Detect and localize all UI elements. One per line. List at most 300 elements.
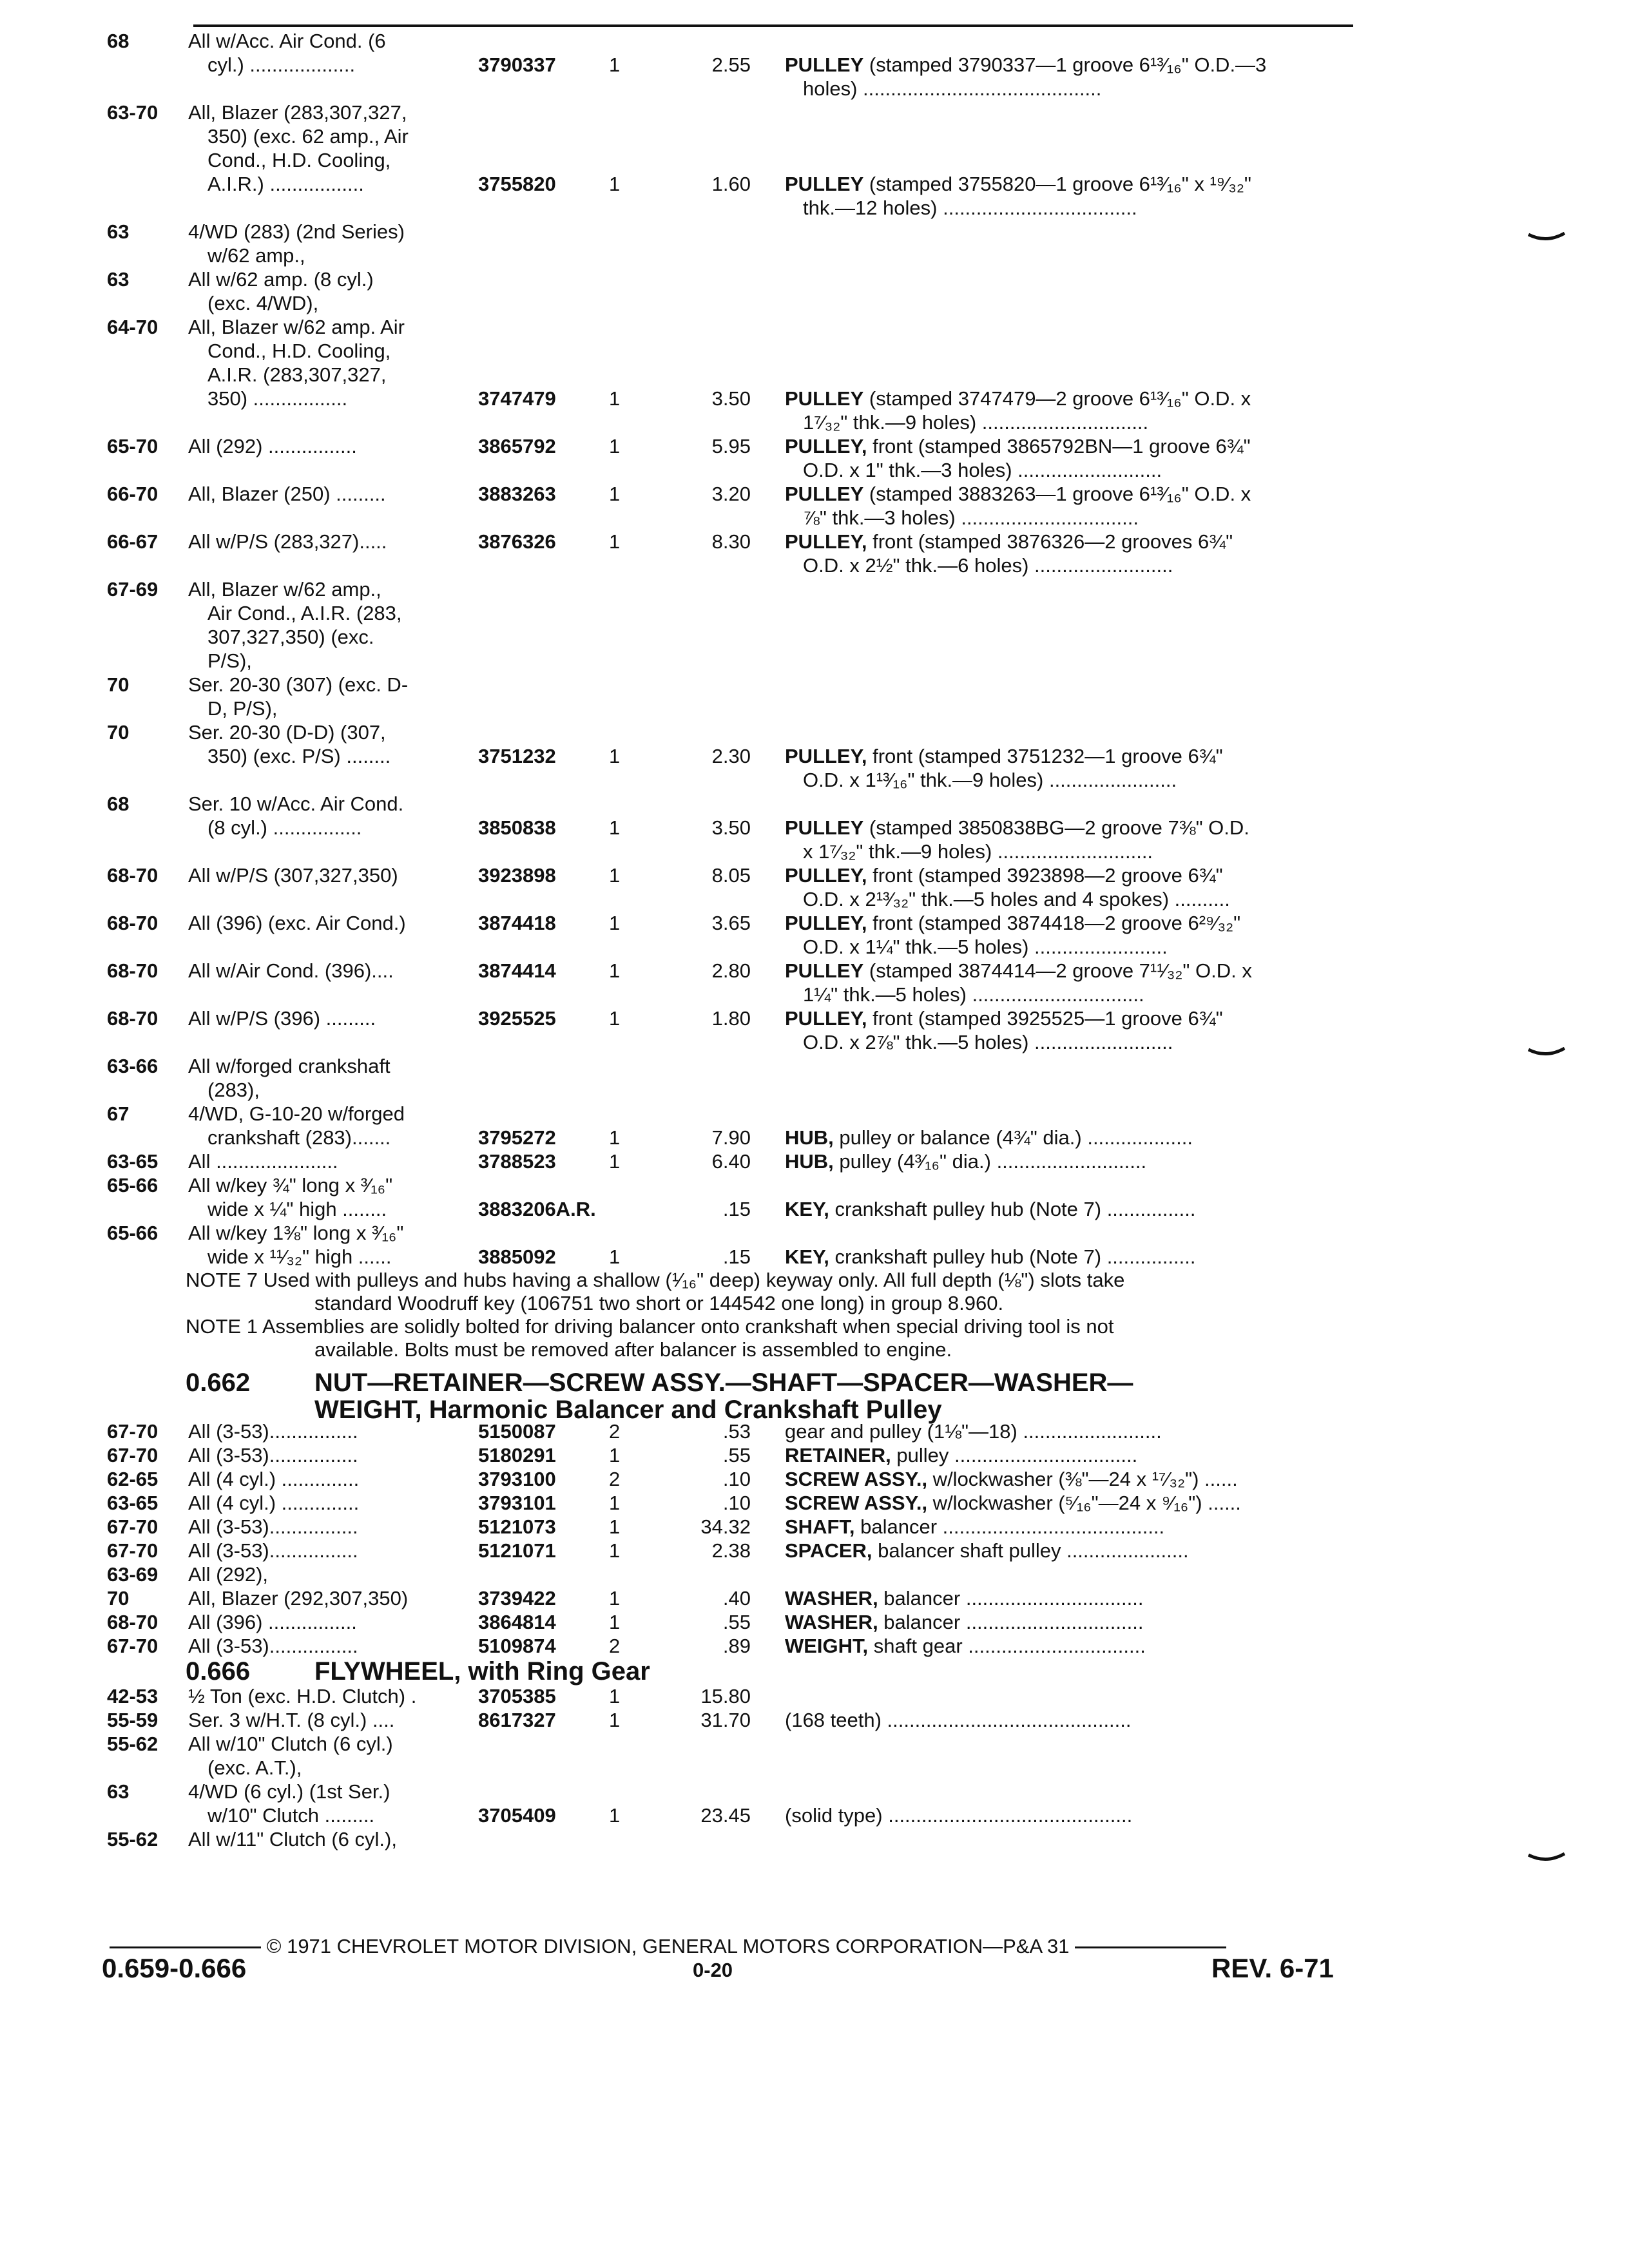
application-description: [188, 29, 478, 77]
part-description-line: [785, 840, 1352, 863]
part-number: 5121071: [478, 1539, 556, 1562]
part-row: [0, 1467, 1629, 1491]
application-description: [188, 1610, 478, 1634]
price: 23.45: [700, 1804, 751, 1827]
quantity: 1: [609, 530, 621, 553]
quantity: 1: [609, 745, 621, 767]
part-number: 3793101: [478, 1492, 556, 1514]
description-line: All (396) (exc. Air Cond.): [188, 912, 406, 934]
description-line: All w/key 1⅜" long x ³⁄₁₆": [188, 1222, 404, 1244]
quantity: 1: [609, 1709, 621, 1731]
part-detail: (stamped 3755820—1 groove 6¹³⁄₁₆" x ¹⁹⁄₃₂": [863, 173, 1251, 195]
part-name: PULLEY: [785, 483, 864, 505]
footnote-text: NOTE 7 Used with pulleys and hubs having a shallow (¹⁄₁₆" deep) keyway only. All full depth (⅛") slots take: [186, 1269, 1125, 1291]
part-number: 8617327: [478, 1709, 556, 1731]
part-name: PULLEY,: [785, 1007, 867, 1030]
part-description-line: [785, 172, 1352, 196]
price: .10: [722, 1492, 751, 1514]
part-detail: 1¼" thk.—5 holes) ...............................: [803, 983, 1144, 1006]
model-years: 67-70: [107, 1420, 159, 1443]
part-detail: front (stamped 3925525—1 groove 6¾": [867, 1007, 1223, 1030]
description-line: (exc. 4/WD),: [207, 292, 319, 314]
part-number: 3705409: [478, 1804, 556, 1827]
application-description: [188, 1149, 478, 1173]
part-detail: ⅞" thk.—3 holes) ................................: [803, 506, 1139, 529]
description-line: Ser. 10 w/Acc. Air Cond.: [188, 793, 404, 815]
description-line: 4/WD (283) (2nd Series): [188, 220, 405, 243]
revision-label: REV. 6-71: [1211, 1953, 1334, 1983]
model-years: 70: [107, 673, 130, 696]
part-number: 5150087: [478, 1420, 556, 1443]
description-line: Ser. 20-30 (307) (exc. D-: [188, 673, 409, 696]
model-years: 70: [107, 1587, 130, 1610]
part-number: 3747479: [478, 387, 556, 410]
part-row: [0, 1221, 1629, 1269]
application-description: [188, 1586, 478, 1610]
description-line: 4/WD (6 cyl.) (1st Ser.): [188, 1780, 390, 1803]
quantity: 2: [609, 1468, 621, 1490]
part-description-line: [785, 1634, 1352, 1658]
part-description-line: [785, 959, 1352, 983]
application-description: [188, 911, 478, 935]
description-line: Air Cond., A.I.R. (283,: [207, 602, 402, 624]
part-description-line: [785, 1419, 1352, 1443]
part-description: [785, 53, 1352, 101]
part-description: [785, 744, 1352, 792]
part-name: PULLEY: [785, 53, 864, 76]
part-name: WEIGHT,: [785, 1635, 869, 1657]
part-description-line: [785, 387, 1352, 410]
description-line: (8 cyl.) ................: [207, 816, 362, 839]
part-name: KEY,: [785, 1245, 829, 1268]
part-detail: crankshaft pulley hub (Note 7) ................: [829, 1245, 1196, 1268]
description-line: crankshaft (283).......: [207, 1126, 391, 1149]
part-description: [785, 1245, 1352, 1269]
price: 1.60: [711, 173, 751, 195]
part-row: [0, 720, 1629, 792]
part-row: [0, 1586, 1629, 1610]
price: 8.30: [711, 530, 751, 553]
application-description: [188, 1732, 478, 1780]
part-number: 3876326: [478, 530, 556, 553]
part-detail: thk.—12 holes) ...................................: [803, 197, 1137, 219]
description-line: All (292),: [188, 1563, 269, 1586]
model-years: 63-69: [107, 1563, 159, 1586]
description-line: All (3-53)................: [188, 1515, 358, 1538]
part-description: [785, 1515, 1352, 1539]
part-detail: (168 teeth) ............................................: [785, 1709, 1132, 1731]
part-row: [0, 1173, 1629, 1221]
application-description: [188, 1491, 478, 1515]
description-line: A.I.R.) .................: [207, 173, 364, 195]
part-description-line: [785, 1467, 1352, 1491]
price: .89: [722, 1635, 751, 1657]
price: .55: [722, 1444, 751, 1466]
part-description-line: [785, 482, 1352, 506]
application-description: [188, 267, 478, 315]
model-years: 63-66: [107, 1055, 159, 1077]
quantity: 1: [609, 1587, 621, 1610]
part-row: [0, 673, 1629, 720]
description-line: All (3-53)................: [188, 1420, 358, 1443]
part-number: 3874418: [478, 912, 556, 934]
part-row: [0, 1732, 1629, 1780]
quantity: 1: [609, 1150, 621, 1173]
section-heading: [0, 1658, 1629, 1684]
model-years: 65-66: [107, 1174, 159, 1196]
part-description-line: [785, 863, 1352, 887]
part-detail: balancer ................................: [878, 1587, 1144, 1610]
description-line: All w/Air Cond. (396)....: [188, 959, 394, 982]
description-line: 350) (exc. 62 amp., Air: [207, 125, 409, 148]
part-number: 3923898: [478, 864, 556, 887]
description-line: All w/P/S (283,327).....: [188, 530, 387, 553]
part-name: PULLEY: [785, 959, 864, 982]
application-description: [188, 1102, 478, 1149]
part-row: [0, 29, 1629, 101]
model-years: 65-66: [107, 1222, 159, 1244]
description-line: All w/key ¾" long x ³⁄₁₆": [188, 1174, 393, 1196]
part-detail: (stamped 3790337—1 groove 6¹³⁄₁₆" O.D.—3: [863, 53, 1267, 76]
model-years: 68-70: [107, 864, 159, 887]
price: 2.38: [711, 1539, 751, 1562]
application-description: [188, 315, 478, 410]
quantity: 1: [609, 1245, 621, 1268]
part-description-line: [785, 1197, 1352, 1221]
quantity: 1: [609, 435, 621, 457]
quantity: 1: [609, 912, 621, 934]
part-name: SPACER,: [785, 1539, 872, 1562]
copyright-text: © 1971 CHEVROLET MOTOR DIVISION, GENERAL MOTORS CORPORATION—P&A 31: [266, 1935, 1070, 1957]
part-description-line: [785, 53, 1352, 77]
quantity: 1: [609, 483, 621, 505]
part-description: [785, 1491, 1352, 1515]
part-name: SCREW ASSY.,: [785, 1492, 928, 1514]
part-detail: balancer ................................: [878, 1611, 1144, 1633]
price: 7.90: [711, 1126, 751, 1149]
description-line: All (396) ................: [188, 1611, 357, 1633]
quantity: 1: [609, 1126, 621, 1149]
application-description: [188, 1006, 478, 1030]
part-detail: (stamped 3874414—2 groove 7¹¹⁄₃₂" O.D. x: [863, 959, 1252, 982]
part-description-line: [785, 1610, 1352, 1634]
part-name: PULLEY,: [785, 912, 867, 934]
part-description: [785, 1586, 1352, 1610]
section-heading: [0, 1369, 1629, 1424]
part-number: 5180291: [478, 1444, 556, 1466]
application-description: [188, 1443, 478, 1467]
part-description-line: [785, 983, 1352, 1006]
part-detail: pulley or balance (4¾" dia.) ...................: [833, 1126, 1193, 1149]
footer-rule-right: [1075, 1946, 1226, 1948]
quantity: 1: [609, 1611, 621, 1633]
price: 31.70: [700, 1709, 751, 1731]
part-detail: (solid type) ............................................: [785, 1804, 1133, 1827]
description-line: All w/10" Clutch (6 cyl.): [188, 1733, 393, 1755]
price: .15: [722, 1245, 751, 1268]
part-row: [0, 315, 1629, 434]
description-line: All, Blazer (283,307,327,: [188, 101, 407, 124]
application-description: [188, 673, 478, 720]
model-years: 65-70: [107, 435, 159, 457]
part-name: SCREW ASSY.,: [785, 1468, 928, 1490]
model-years: 63-70: [107, 101, 159, 124]
binder-mark-icon: [1527, 1047, 1566, 1056]
quantity: 1: [609, 1492, 621, 1514]
application-description: [188, 1467, 478, 1491]
part-description: [785, 482, 1352, 530]
part-row: [0, 1419, 1629, 1443]
price: 3.50: [711, 816, 751, 839]
part-detail: O.D. x 2¹³⁄₃₂" thk.—5 holes and 4 spokes) ..........: [803, 888, 1230, 910]
part-number: 3739422: [478, 1587, 556, 1610]
part-name: PULLEY,: [785, 864, 867, 887]
model-years: 67: [107, 1102, 130, 1125]
quantity: 1: [609, 1539, 621, 1562]
part-number: 3925525: [478, 1007, 556, 1030]
part-description-line: [785, 434, 1352, 458]
part-row: [0, 101, 1629, 220]
application-description: [188, 1562, 478, 1586]
model-years: 66-70: [107, 483, 159, 505]
part-row: [0, 482, 1629, 530]
application-description: [188, 720, 478, 768]
price: .15: [722, 1198, 751, 1220]
part-description-line: [785, 935, 1352, 959]
group-title: [314, 1658, 1410, 1685]
description-line: All w/62 amp. (8 cyl.): [188, 268, 374, 291]
footnote-text: NOTE 1 Assemblies are solidly bolted for driving balancer onto crankshaft when special driving tool is not: [186, 1315, 1114, 1338]
description-line: D, P/S),: [207, 697, 278, 720]
part-row: [0, 220, 1629, 267]
part-detail: gear and pulley (1⅛"—18) .........................: [785, 1420, 1162, 1443]
footnote-continuation: standard Woodruff key (106751 two short or 144542 one long) in group 8.960.: [314, 1292, 1004, 1314]
application-description: [188, 1708, 478, 1732]
quantity: 1: [609, 1685, 621, 1707]
part-description: [785, 1006, 1352, 1054]
part-description-line: [785, 744, 1352, 768]
binder-mark-icon: [1527, 232, 1566, 241]
part-description-line: [785, 816, 1352, 840]
parts-listing: [0, 29, 1629, 1851]
part-number: 3850838: [478, 816, 556, 839]
part-row: [0, 1562, 1629, 1586]
part-name: PULLEY,: [785, 530, 867, 553]
price: .10: [722, 1468, 751, 1490]
quantity: 2: [609, 1635, 621, 1657]
part-name: PULLEY: [785, 387, 864, 410]
description-line: All w/P/S (307,327,350): [188, 864, 398, 887]
description-line: A.I.R. (283,307,327,: [207, 363, 387, 386]
description-line: 307,327,350) (exc.: [207, 626, 374, 648]
model-years: 67-70: [107, 1635, 159, 1657]
quantity: 1: [609, 816, 621, 839]
part-number: 3790337: [478, 53, 556, 76]
price: .53: [722, 1420, 751, 1443]
application-description: [188, 1539, 478, 1562]
part-description-line: [785, 1443, 1352, 1467]
part-number: 3865792: [478, 435, 556, 457]
model-years: 63: [107, 220, 130, 243]
description-line: wide x ¹¹⁄₃₂" high ......: [207, 1245, 392, 1268]
part-row: [0, 1515, 1629, 1539]
model-years: 63: [107, 1780, 130, 1803]
part-description-line: [785, 77, 1352, 101]
model-years: 63-65: [107, 1492, 159, 1514]
part-description: [785, 530, 1352, 577]
part-row: [0, 863, 1629, 911]
part-detail: front (stamped 3865792BN—1 groove 6¾": [867, 435, 1251, 457]
part-detail: O.D. x 2⅞" thk.—5 holes) .........................: [803, 1031, 1173, 1053]
price: 3.65: [711, 912, 751, 934]
part-number: 3795272: [478, 1126, 556, 1149]
part-row: [0, 1610, 1629, 1634]
part-detail: (stamped 3747479—2 groove 6¹³⁄₁₆" O.D. x: [863, 387, 1251, 410]
page-number: 0-20: [693, 1959, 733, 1981]
model-years: 68-70: [107, 912, 159, 934]
application-description: [188, 220, 478, 267]
price: 8.05: [711, 864, 751, 887]
part-description: [785, 863, 1352, 911]
description-line: w/62 amp.,: [207, 244, 305, 267]
part-description: [785, 172, 1352, 220]
model-years: 68: [107, 793, 130, 815]
group-number: 0.666: [186, 1657, 251, 1686]
part-description-line: [785, 1126, 1352, 1149]
application-description: [188, 577, 478, 673]
part-row: [0, 267, 1629, 315]
description-line: All ......................: [188, 1150, 338, 1173]
description-line: ½ Ton (exc. H.D. Clutch) .: [188, 1685, 417, 1707]
price: .40: [722, 1587, 751, 1610]
application-description: [188, 792, 478, 840]
part-row: [0, 1491, 1629, 1515]
part-number: 3755820: [478, 173, 556, 195]
model-years: 63-65: [107, 1150, 159, 1173]
part-name: PULLEY,: [785, 745, 867, 767]
model-years: 63: [107, 268, 130, 291]
group-title-line: NUT—RETAINER—SCREW ASSY.—SHAFT—SPACER—WASHER—: [314, 1369, 1133, 1397]
model-years: 55-62: [107, 1733, 159, 1755]
description-line: All (292) ................: [188, 435, 357, 457]
model-years: 68-70: [107, 1007, 159, 1030]
part-detail: (stamped 3883263—1 groove 6¹³⁄₁₆" O.D. x: [863, 483, 1251, 505]
part-detail: O.D. x 2½" thk.—6 holes) .........................: [803, 554, 1173, 577]
price: 5.95: [711, 435, 751, 457]
description-line: Ser. 3 w/H.T. (8 cyl.) ....: [188, 1709, 395, 1731]
quantity: 1: [609, 1804, 621, 1827]
part-name: WASHER,: [785, 1611, 878, 1633]
part-name: KEY,: [785, 1198, 829, 1220]
group-title-line: WEIGHT, Harmonic Balancer and Crankshaft Pulley: [314, 1396, 942, 1424]
application-description: [188, 101, 478, 196]
quantity: 1: [609, 959, 621, 982]
group-number: 0.662: [186, 1369, 251, 1397]
part-row: [0, 434, 1629, 482]
part-description: [785, 1197, 1352, 1221]
application-description: [188, 1221, 478, 1269]
model-years: 64-70: [107, 316, 159, 338]
part-name: SHAFT,: [785, 1515, 855, 1538]
part-detail: crankshaft pulley hub (Note 7) ................: [829, 1198, 1196, 1220]
model-years: 67-70: [107, 1515, 159, 1538]
footer-rule-left: [110, 1946, 261, 1948]
part-detail: 1⁷⁄₃₂" thk.—9 holes) ..............................: [803, 411, 1149, 434]
price: 2.30: [711, 745, 751, 767]
part-description-line: [785, 410, 1352, 434]
application-description: [188, 1419, 478, 1443]
part-detail: pulley (4³⁄₁₆" dia.) ...........................: [833, 1150, 1147, 1173]
part-detail: front (stamped 3923898—2 groove 6¾": [867, 864, 1223, 887]
part-description-line: [785, 1539, 1352, 1562]
part-row: [0, 1443, 1629, 1467]
part-description-line: [785, 458, 1352, 482]
model-years: 68-70: [107, 959, 159, 982]
group-title-line: FLYWHEEL, with Ring Gear: [314, 1657, 650, 1686]
group-range: 0.659-0.666: [102, 1953, 247, 1983]
part-detail: x 1⁷⁄₃₂" thk.—9 holes) ............................: [803, 840, 1153, 863]
application-description: [188, 1515, 478, 1539]
part-name: HUB,: [785, 1126, 834, 1149]
model-years: 42-53: [107, 1685, 159, 1707]
part-detail: front (stamped 3751232—1 groove 6¾": [867, 745, 1223, 767]
part-description-line: [785, 553, 1352, 577]
description-line: wide x ¼" high ........: [207, 1198, 387, 1220]
part-detail: O.D. x 1¹³⁄₁₆" thk.—9 holes) .......................: [803, 769, 1177, 791]
part-name: PULLEY: [785, 173, 864, 195]
top-rule: [193, 24, 1353, 27]
part-detail: shaft gear ................................: [868, 1635, 1146, 1657]
model-years: 55-62: [107, 1828, 159, 1850]
part-description-line: [785, 911, 1352, 935]
part-number: 3883263: [478, 483, 556, 505]
quantity: 1: [609, 1515, 621, 1538]
part-description: [785, 1126, 1352, 1149]
part-row: [0, 1634, 1629, 1658]
group-title: [314, 1369, 1410, 1423]
part-description: [785, 1610, 1352, 1634]
part-name: PULLEY,: [785, 435, 867, 457]
part-description-line: [785, 1803, 1352, 1827]
description-line: All w/forged crankshaft: [188, 1055, 390, 1077]
part-row: [0, 911, 1629, 959]
model-years: 67-70: [107, 1539, 159, 1562]
price: 6.40: [711, 1150, 751, 1173]
description-line: All, Blazer (250) .........: [188, 483, 386, 505]
description-line: Cond., H.D. Cooling,: [207, 149, 391, 171]
part-description: [785, 1708, 1352, 1732]
price: 15.80: [700, 1685, 751, 1707]
part-row: [0, 1780, 1629, 1827]
part-description-line: [785, 1006, 1352, 1030]
part-detail: O.D. x 1¼" thk.—5 holes) ........................: [803, 936, 1168, 958]
part-row: [0, 1054, 1629, 1102]
price: .55: [722, 1611, 751, 1633]
part-description: [785, 387, 1352, 434]
description-line: All, Blazer (292,307,350): [188, 1587, 409, 1610]
part-number: 3864814: [478, 1611, 556, 1633]
description-line: All (4 cyl.) ..............: [188, 1492, 360, 1514]
copyright-line: [110, 1935, 1347, 1958]
part-name: RETAINER,: [785, 1444, 891, 1466]
description-line: All w/Acc. Air Cond. (6: [188, 30, 386, 52]
quantity: 1: [609, 1007, 621, 1030]
model-years: 55-59: [107, 1709, 159, 1731]
part-name: HUB,: [785, 1150, 834, 1173]
price: 1.80: [711, 1007, 751, 1030]
description-line: All (3-53)................: [188, 1444, 358, 1466]
application-description: [188, 1827, 478, 1851]
